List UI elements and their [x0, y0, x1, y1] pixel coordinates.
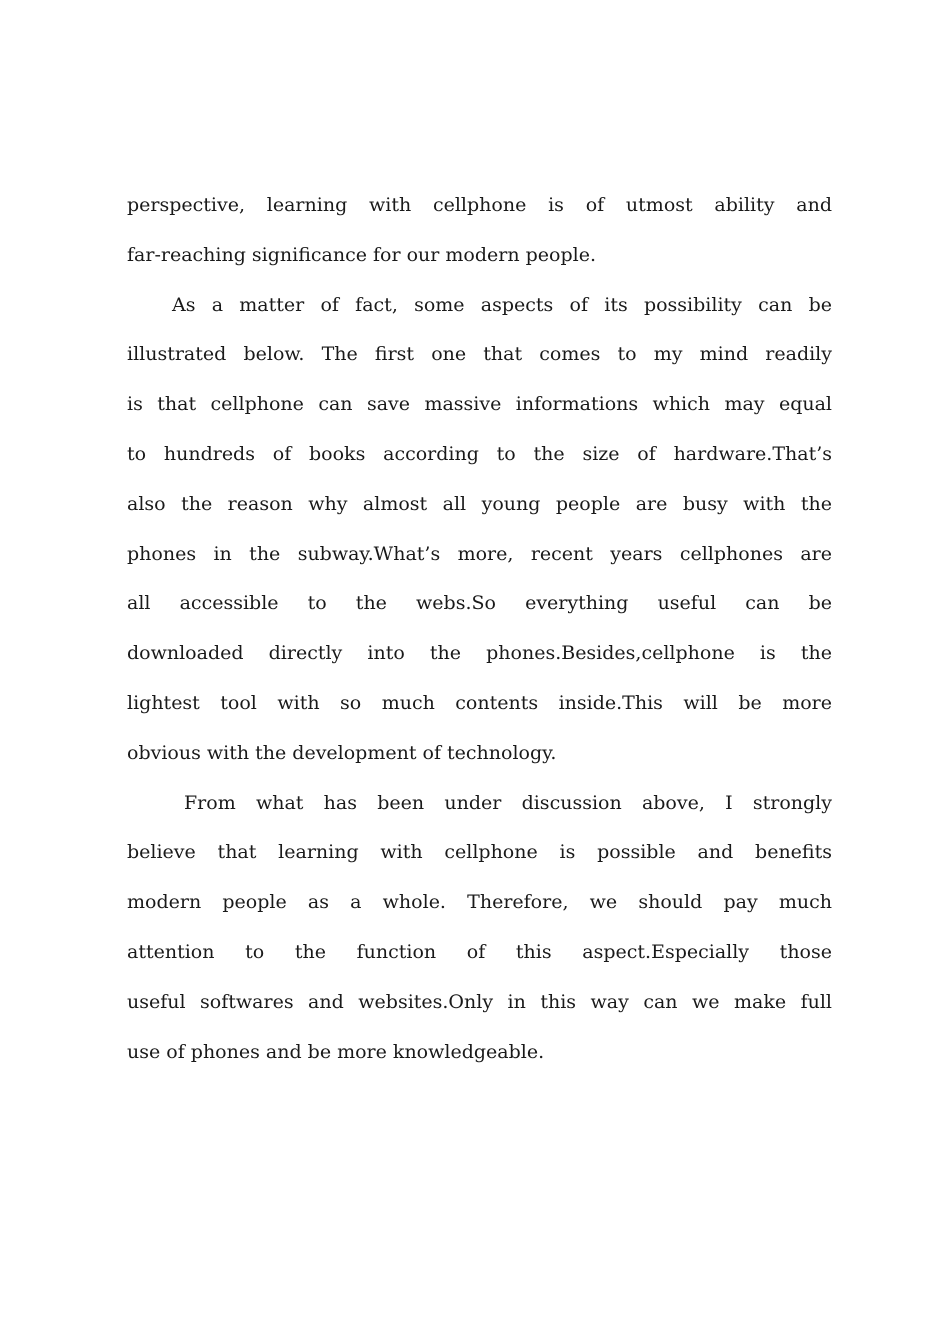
text-line: far-reaching significance for our modern people. — [127, 243, 596, 266]
text-line: downloaded directly into the phones.Besides,cellphone is the — [127, 642, 832, 665]
text-line: useful softwares and websites.Only in this way can we make full — [127, 990, 832, 1013]
text-line: is that cellphone can save massive informations which may equal — [127, 393, 832, 416]
text-line: modern people as a whole. Therefore, we should pay much — [127, 891, 832, 914]
text-line: also the reason why almost all young people are busy with the — [127, 492, 832, 515]
text-line: illustrated below. The first one that comes to my mind readily — [127, 343, 832, 366]
text-line: obvious with the development of technology. — [127, 741, 557, 764]
essay-body — [127, 181, 832, 1077]
text-line: From what has been under discussion above, I strongly — [184, 791, 832, 814]
paragraph-continued — [127, 181, 832, 281]
text-line: all accessible to the webs.So everything useful can be — [127, 592, 832, 615]
text-line: lightest tool with so much contents inside.This will be more — [127, 691, 832, 714]
text-line: attention to the function of this aspect.Especially those — [127, 940, 832, 963]
paragraph-possibility — [127, 281, 832, 779]
text-line: perspective, learning with cellphone is of utmost ability and — [127, 194, 832, 216]
text-line: As a matter of fact, some aspects of its possibility can be — [172, 293, 832, 316]
text-line: believe that learning with cellphone is possible and benefits — [127, 841, 832, 864]
text-line: to hundreds of books according to the size of hardware.That’s — [127, 442, 832, 465]
paragraph-conclusion — [127, 779, 832, 1078]
text-line: phones in the subway.What’s more, recent years cellphones are — [127, 542, 832, 565]
text-line: use of phones and be more knowledgeable. — [127, 1040, 545, 1063]
